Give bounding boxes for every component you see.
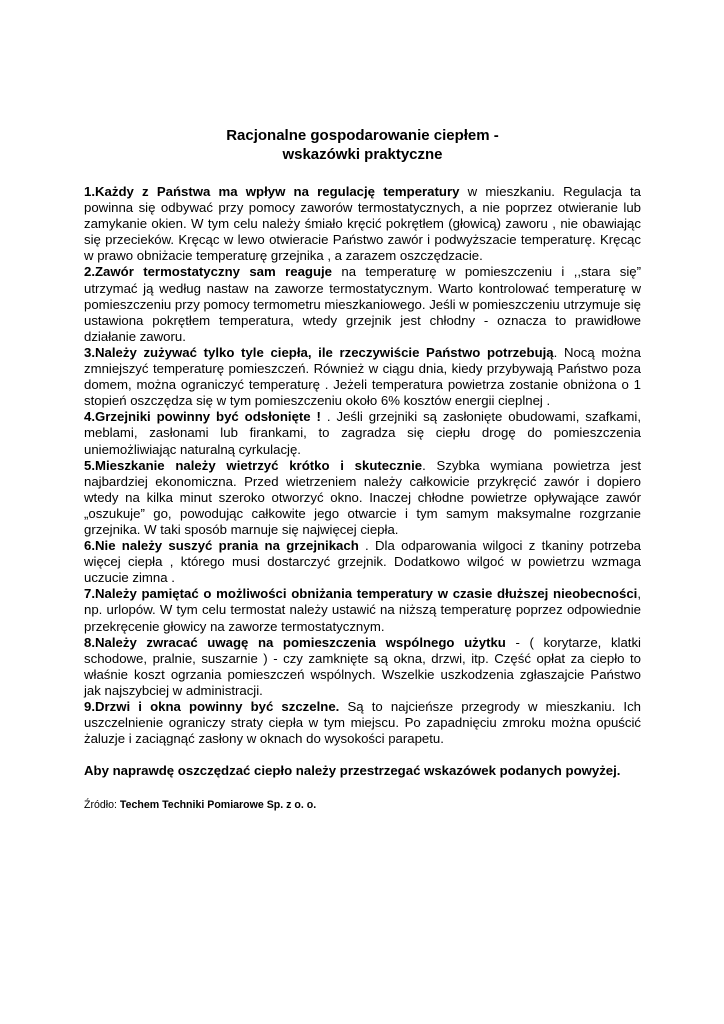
tip-item-4 (84, 409, 641, 457)
tip-text: . Nocą można zmniejszyć temperaturę pomieszczeń. Również w ciągu dnia, kiedy przybywają Państwo poza domem, można ograniczyć temperaturę . Jeżeli temperatura powietrza zostanie obniżona o 1 stopień oszczędza się w tym pomieszczeniu około 6% kosztów energii cieplnej . (84, 344, 641, 409)
tip-number: 3. (84, 344, 95, 360)
source-label: Źródło: (84, 798, 120, 811)
document-title (84, 126, 641, 164)
tip-number: 8. (84, 634, 95, 650)
tip-item-2 (84, 264, 641, 344)
tip-heading: Należy pamiętać o możliwości obniżania temperatury w czasie dłuższej nieobecności (95, 586, 638, 602)
tip-heading: Każdy z Państwa ma wpływ na regulację temperatury (95, 184, 460, 199)
tip-number: 1. (84, 184, 95, 199)
tip-heading: Mieszkanie należy wietrzyć krótko i skutecznie (95, 457, 423, 473)
conclusion-text: Aby naprawdę oszczędzać ciepło należy przestrzegać wskazówek podanych powyżej. (84, 763, 621, 779)
tip-heading: Grzejniki powinny być odsłonięte ! (95, 409, 321, 425)
tip-item-6 (84, 538, 641, 586)
tip-heading: Należy zużywać tylko tyle ciepła, ile rzeczywiście Państwo potrzebują (95, 344, 554, 360)
document-page (84, 126, 641, 822)
tip-number: 7. (84, 586, 95, 602)
tip-number: 5. (84, 457, 95, 473)
tip-number: 9. (84, 699, 95, 714)
tip-item-7 (84, 586, 641, 634)
tip-item-9 (84, 699, 641, 747)
tip-item-5 (84, 458, 641, 538)
tip-heading: Drzwi i okna powinny być szczelne. (95, 699, 340, 714)
tip-text: Są to najcieńsze przegrody w mieszkaniu. Ich uszczelnienie ograniczy straty ciepła w tym miejscu. Po zapadnięciu zmroku można opuścić żaluzje i zaciągnąć zasłony w oknach do wysokości parapetu. (84, 699, 641, 747)
tip-number: 4. (84, 409, 95, 425)
title-line-2: wskazówki praktyczne (282, 146, 443, 163)
source-name: Techem Techniki Pomiarowe Sp. z o. o. (119, 798, 317, 811)
tip-heading: Nie należy suszyć prania na grzejnikach (95, 538, 359, 554)
tip-text: - ( korytarze, klatki schodowe, pralnie, suszarnie ) - czy zamknięte są okna, drzwi, itp. Część opłat za ciepło to właśnie koszt ogrzania pomieszczeń wspólnych. Wszelkie uszkodzenia zgłaszajcie Państwo jak najszybciej w administracji. (84, 634, 641, 698)
tip-heading: Należy zwracać uwagę na pomieszczenia wspólnego użytku (95, 634, 506, 650)
tip-text: , np. urlopów. W tym celu termostat należy ustawić na niższą temperaturę poprzez odpowiednie przekręcenie głowicy na zaworze termostatycznym. (84, 586, 641, 634)
tip-text: . Szybka wymiana powietrza jest najbardziej ekonomiczna. Przed wietrzeniem należy całkowicie przykręcić zawór i dopiero wtedy na kilka minut szeroko otworzyć okno. Inaczej chłodne powietrze opływające zawór „oszukuje” go, powodując całkowite jego otwarcie i tym samym maksymalne rozgrzanie grzejnika. W taki sposób marnuje się najwięcej ciepła. (84, 457, 641, 537)
tip-text: . Jeśli grzejniki są zasłonięte obudowami, szafkami, meblami, zasłonami lub firankami, to zagradza się ciepłu drogę do pomieszczenia uniemożliwiając naturalną cyrkulację. (84, 409, 641, 457)
title-line-1: Racjonalne gospodarowanie ciepłem - (226, 127, 499, 144)
tip-heading: Zawór termostatyczny sam reaguje (95, 264, 333, 280)
tip-number: 2. (84, 264, 95, 280)
tip-text: w mieszkaniu. Regulacja ta powinna się odbywać przy pomocy zaworów termostatycznych, a nie poprzez otwieranie lub zamykanie okien. W tym celu należy śmiało kręcić pokrętłem (głowicą) zaworu , nie obawiając się przecieków. Kręcąc w lewo otwieracie Państwo zawór i podwyższacie temperaturę. Kręcąc w prawo obniżacie temperaturę grzejnika , a zarazem oszczędzacie. (84, 184, 642, 264)
tips-list (84, 184, 641, 747)
tip-item-8 (84, 635, 641, 699)
tip-number: 6. (84, 538, 95, 554)
tip-text: . Dla odparowania wilgoci z tkaniny potrzeba więcej ciepła , którego musi dostarczyć grzejnik. Dodatkowo wilgoć w powietrzu wzmaga uczucie zimna . (84, 538, 641, 586)
tip-item-3 (84, 345, 641, 409)
tip-text: na temperaturę w pomieszczeniu i ,,stara się” utrzymać ją według nastaw na zaworze termostatycznym. Warto kontrolować temperaturę w pomieszczeniu przy pomocy termometru mieszkaniowego. Jeśli w pomieszczeniu utrzymuje się ustawiona pokrętłem temperatura, wtedy grzejnik jest chłodny - oznacza to prawidłowe działanie zaworu. (84, 264, 642, 344)
tip-item-1 (84, 184, 641, 264)
source-line (84, 798, 641, 812)
